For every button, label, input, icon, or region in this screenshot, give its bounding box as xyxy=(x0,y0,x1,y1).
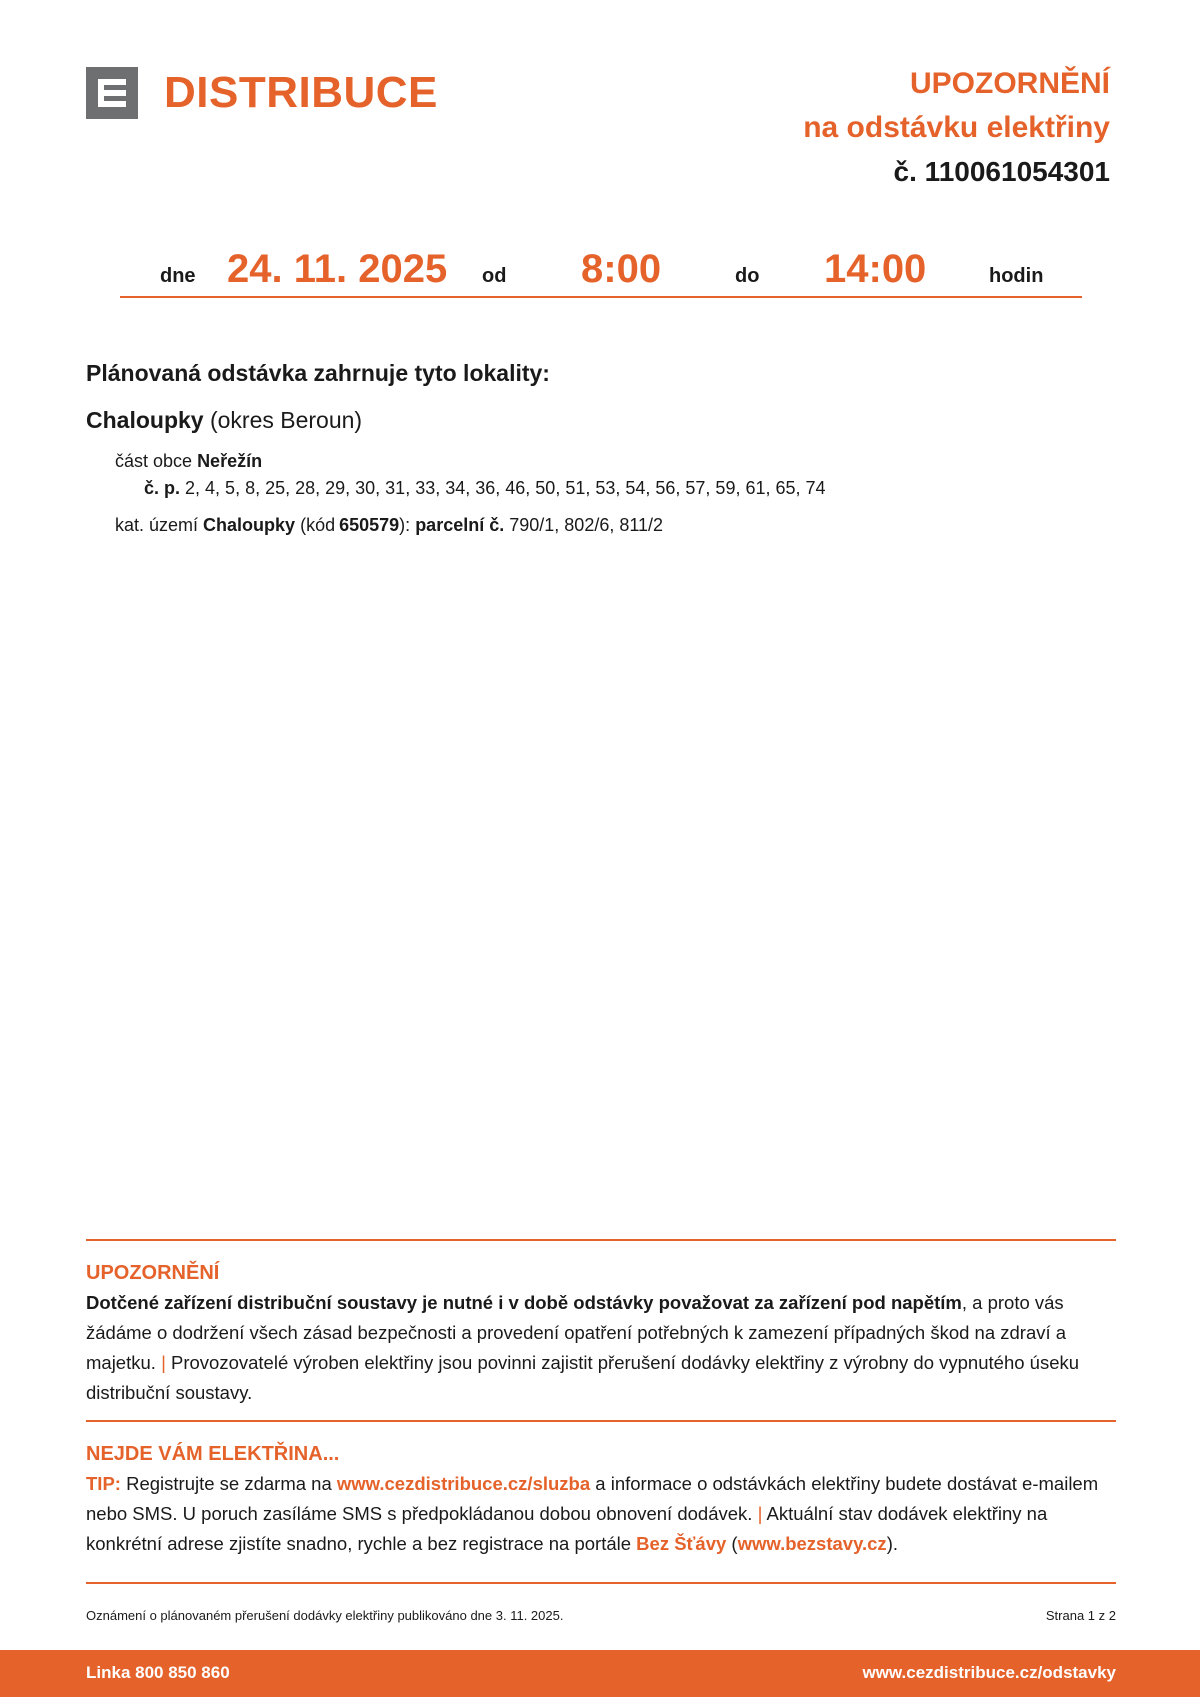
page-number: Strana 1 z 2 xyxy=(1045,1608,1116,1623)
outage-from: 8:00 xyxy=(581,247,662,291)
warning-title: UPOZORNĚNÍ xyxy=(86,1262,220,1284)
parcel-numbers: 790/1, 802/6, 811/2 xyxy=(509,515,664,535)
cez-logo-icon xyxy=(86,67,138,119)
part-line xyxy=(115,448,1110,475)
paren-close: ). xyxy=(886,1533,898,1554)
hours-label: hodin xyxy=(989,265,1044,287)
bottom-bar xyxy=(0,1650,1200,1697)
parcel-label: parcelní č. xyxy=(415,515,505,535)
divider xyxy=(86,1420,1116,1422)
tip-text-part2: a informace o odstávkách elektřiny budete dostávat e-mailem nebo SMS. U poruch zasíláme SMS s předpokládanou dobou obnovení dodávek. xyxy=(86,1473,1099,1524)
cadastre-name: Chaloupky xyxy=(203,515,296,535)
warning-separator: | xyxy=(161,1352,166,1373)
notice-title: UPOZORNĚNÍ xyxy=(909,67,1110,100)
cadastre-label: kat. území xyxy=(115,515,199,535)
house-numbers: 2, 4, 5, 8, 25, 28, 29, 30, 31, 33, 34, 36, 46, 50, 51, 53, 54, 56, 57, 59, 61, 65, 74 xyxy=(185,478,826,498)
warning-bold-text: Dotčené zařízení distribuční soustavy je nutné i v době odstávky považovat za zařízení pod napětím xyxy=(86,1292,962,1313)
cadastre-line xyxy=(115,512,1110,539)
date-label: dne xyxy=(160,265,196,287)
tip-section xyxy=(86,1439,1116,1559)
outage-time-line xyxy=(120,248,1082,298)
notice-header xyxy=(803,62,1110,194)
house-numbers-label: č. p. xyxy=(144,478,181,498)
tip-text xyxy=(86,1469,1116,1559)
house-numbers-line xyxy=(144,475,1110,502)
place-district: (okres Beroun) xyxy=(209,407,363,433)
hotline-number[interactable]: Linka 800 850 860 xyxy=(86,1663,230,1682)
tip-title: NEJDE VÁM ELEKTŘINA... xyxy=(86,1443,340,1465)
divider xyxy=(86,1239,1116,1241)
warning-text xyxy=(86,1288,1116,1408)
outage-to: 14:00 xyxy=(824,247,927,291)
place-line xyxy=(86,407,1110,434)
cadastre-code-prefix: (kód xyxy=(300,515,336,535)
to-label: do xyxy=(735,265,760,287)
from-label: od xyxy=(482,265,507,287)
publication-note: Oznámení o plánovaném přerušení dodávky elektřiny publikováno dne 3. 11. 2025. xyxy=(86,1608,564,1623)
warning-text-part2: Provozovatelé výroben elektřiny jsou povinni zajistit přerušení dodávky elektřiny z výrobny do vypnutého úseku distribuční soustavy. xyxy=(86,1352,1080,1403)
service-link[interactable]: www.cezdistribuce.cz/sluzba xyxy=(336,1473,591,1494)
part-label: část obce xyxy=(115,451,193,471)
tip-label: TIP: xyxy=(86,1473,121,1494)
locations-section xyxy=(86,360,1110,539)
tip-text-part1: Registrujte se zdarma na xyxy=(126,1473,332,1494)
bezstavy-link[interactable]: www.bezstavy.cz xyxy=(737,1533,887,1554)
cadastre-code-suffix: ): xyxy=(399,515,411,535)
logo-text: DISTRIBUCE xyxy=(164,68,438,117)
company-logo xyxy=(86,67,438,119)
divider xyxy=(86,1582,1116,1584)
locations-intro: Plánovaná odstávka zahrnuje tyto lokality: xyxy=(86,360,550,386)
warning-text-part1: , a proto vás žádáme o dodržení všech zásad bezpečnosti a provedení opatření potřebných k zamezení případných škod na zdraví a majetku. xyxy=(86,1292,1067,1373)
tip-text-part3: Aktuální stav dodávek elektřiny na konkrétní adrese zjistíte snadno, rychle a bez registrace na portále xyxy=(86,1503,1048,1554)
place-name: Chaloupky xyxy=(86,407,204,433)
notice-number: č. 110061054301 xyxy=(893,156,1110,187)
paren-open: ( xyxy=(731,1533,738,1554)
outages-link[interactable]: www.cezdistribuce.cz/odstavky xyxy=(862,1663,1116,1682)
outage-date: 24. 11. 2025 xyxy=(227,247,448,291)
warning-section xyxy=(86,1258,1116,1408)
part-name: Neřežín xyxy=(197,451,263,471)
tip-separator: | xyxy=(757,1503,763,1524)
portal-name: Bez Šťávy xyxy=(636,1533,727,1554)
notice-subtitle: na odstávku elektřiny xyxy=(803,111,1110,144)
cadastre-code: 650579 xyxy=(339,515,400,535)
